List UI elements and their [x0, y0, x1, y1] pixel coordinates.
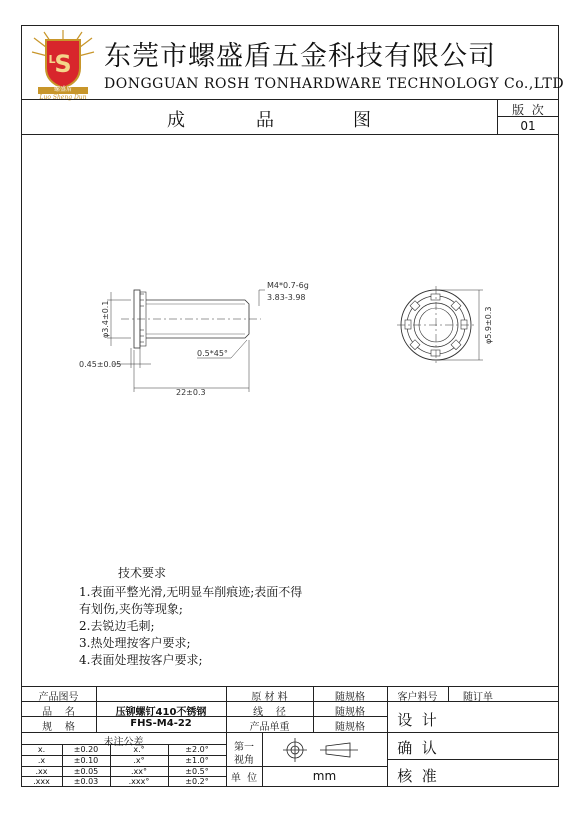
tolerance-title: 未注公差	[103, 737, 144, 748]
company-name-cn: 东莞市螺盛盾五金科技有限公司	[104, 41, 496, 72]
technical-drawing	[21, 270, 559, 410]
tol-key2-2: .x°	[133, 756, 145, 765]
logo-cn-text: 螺盛盾	[53, 86, 72, 93]
dim-shank-dia: φ3.4±0.1	[101, 300, 110, 338]
tol-val2-2: ±1.0°	[185, 756, 209, 765]
header-divider	[21, 99, 559, 100]
wire-label: 线 径	[253, 707, 286, 718]
tol-val2-4: ±0.2°	[185, 777, 209, 786]
customer-no-value: 随订单	[463, 692, 493, 703]
wire-value: 随规格	[335, 707, 365, 718]
weight-label: 产品单重	[249, 722, 290, 733]
unit-value: mm	[312, 769, 337, 783]
svg-text:L: L	[48, 53, 56, 66]
product-name-value: 压铆螺钉410不锈钢	[115, 707, 207, 718]
tech-req-line-4: 3.热处理按客户要求;	[79, 636, 191, 650]
weight-value: 随规格	[335, 722, 365, 733]
svg-text:S: S	[54, 50, 72, 78]
tol-key2-3: .xx°	[130, 767, 147, 776]
projection-label-1: 第一	[234, 742, 254, 753]
product-name-label: 品 名	[42, 707, 75, 718]
tech-req-line-5: 4.表面处理按客户要求;	[79, 653, 203, 667]
spec-label: 规 格	[42, 722, 75, 733]
spec-value: FHS-M4-22	[130, 718, 192, 729]
company-name-en: DONGGUAN ROSH TONHARDWARE TECHNOLOGY Co.,LTD	[104, 76, 565, 92]
tol-val2-1: ±2.0°	[185, 745, 209, 754]
logo-pinyin-text: Luo Sheng Dun	[39, 94, 87, 101]
tol-key-3: .xx	[35, 767, 48, 776]
tech-req-line-1: 1.表面平整光滑,无明显车削痕迹;表面不得	[79, 585, 303, 599]
tol-val2-3: ±0.5°	[185, 767, 209, 776]
tech-req-line-2: 有划伤,夹伤等现象;	[79, 602, 183, 616]
material-value: 随规格	[335, 692, 365, 703]
tol-key2-1: x.°	[133, 745, 145, 754]
company-logo	[30, 30, 96, 102]
doc-type-char-2: 品	[256, 110, 274, 131]
tol-val-4: ±0.03	[73, 777, 99, 786]
dim-head-thickness: 0.45±0.05	[79, 360, 122, 369]
material-label: 原 材 料	[251, 692, 288, 703]
tol-val-2: ±0.10	[73, 756, 99, 765]
dim-head-dia: φ5.9±0.3	[484, 306, 493, 344]
unit-label: 单 位	[230, 773, 258, 784]
doc-type-char-3: 图	[353, 110, 371, 131]
tol-key-1: x.	[37, 745, 46, 754]
tol-val-1: ±0.20	[73, 745, 99, 754]
dim-thread-spec: M4*0.7-6g	[267, 281, 309, 290]
product-no-label: 产品图号	[38, 692, 79, 703]
version-label: 版 次	[512, 103, 544, 117]
tol-val-3: ±0.05	[73, 767, 99, 776]
design-label: 设 计	[397, 711, 437, 729]
dim-chamfer: 0.5*45°	[197, 349, 228, 358]
tol-key2-4: .xxx°	[128, 777, 150, 786]
first-angle-projection-icon	[280, 736, 370, 764]
confirm-label: 确 认	[397, 739, 437, 757]
doc-type-char-1: 成	[167, 110, 185, 131]
header-bottom-line	[21, 134, 559, 135]
dim-thread-dia: 3.83-3.98	[267, 293, 306, 302]
version-value: 01	[520, 119, 536, 133]
tol-key-4: .xxx	[33, 777, 50, 786]
dim-length: 22±0.3	[176, 388, 206, 397]
end-view	[397, 286, 483, 364]
projection-label-2: 视角	[234, 755, 254, 766]
customer-no-label: 客户料号	[397, 692, 438, 703]
approve-label: 核 准	[397, 767, 437, 785]
tech-req-line-3: 2.去锐边毛刺;	[79, 619, 155, 633]
tech-requirements-title: 技术要求	[118, 566, 167, 580]
tol-key-2: .x	[37, 756, 46, 765]
